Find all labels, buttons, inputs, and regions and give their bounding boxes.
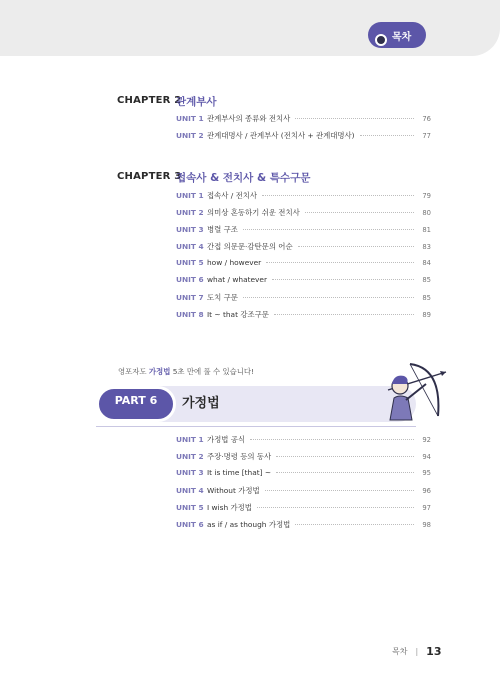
unit-code: UNIT 6 <box>176 520 204 529</box>
toc-entry[interactable] <box>176 275 431 289</box>
page-number: 77 <box>422 132 431 140</box>
dot-leader <box>305 212 414 213</box>
page-number: 81 <box>422 226 431 234</box>
footer-page-number: 13 <box>426 645 442 658</box>
unit-code: UNIT 3 <box>176 225 204 234</box>
page-number: 98 <box>422 521 431 529</box>
page-number: 76 <box>422 115 431 123</box>
unit-code: UNIT 2 <box>176 452 204 461</box>
unit-title: It is time [that] ~ <box>207 468 272 477</box>
page-number: 85 <box>422 276 431 284</box>
unit-title: Without 가정법 <box>207 486 260 495</box>
dot-leader <box>295 118 414 119</box>
page-number: 84 <box>422 259 431 267</box>
footer-section: 목차 <box>392 647 408 656</box>
header-band <box>0 0 500 56</box>
unit-title: 도치 구문 <box>207 293 238 302</box>
dot-leader <box>266 262 414 263</box>
unit-title: 주장·명령 등의 동사 <box>207 452 272 461</box>
page-number: 92 <box>422 436 431 444</box>
toc-entry[interactable] <box>176 502 431 516</box>
toc-entry[interactable] <box>176 468 431 482</box>
unit-code: UNIT 6 <box>176 275 204 284</box>
unit-code: UNIT 5 <box>176 258 204 267</box>
unit-code: UNIT 8 <box>176 310 204 319</box>
dot-leader <box>295 524 414 525</box>
dot-leader <box>265 490 414 491</box>
part-subtitle-emphasis: 가정법 <box>148 367 171 376</box>
dot-leader <box>274 314 414 315</box>
unit-code: UNIT 4 <box>176 242 204 251</box>
unit-code: UNIT 1 <box>176 191 204 200</box>
dot-leader <box>360 135 414 136</box>
unit-title: how / however <box>207 258 262 267</box>
chapter-title: 접속사 & 전치사 & 특수구문 <box>176 172 311 184</box>
unit-code: UNIT 2 <box>176 131 204 140</box>
dot-leader <box>243 229 414 230</box>
unit-code: UNIT 1 <box>176 114 204 123</box>
unit-title: 병렬 구조 <box>207 225 238 234</box>
unit-title: 가정법 공식 <box>207 435 246 444</box>
chapter-label: CHAPTER 2 <box>117 95 182 106</box>
toc-entry[interactable] <box>176 207 431 221</box>
dot-leader <box>272 279 414 280</box>
toc-entry[interactable] <box>176 519 431 533</box>
dot-leader <box>257 507 414 508</box>
page-number: 94 <box>422 453 431 461</box>
unit-title: as if / as though 가정법 <box>207 520 291 529</box>
unit-code: UNIT 1 <box>176 435 204 444</box>
archer-illustration <box>380 360 450 428</box>
unit-code: UNIT 3 <box>176 468 204 477</box>
dot-leader <box>276 456 414 457</box>
dot-leader <box>250 439 414 440</box>
page-number: 97 <box>422 504 431 512</box>
unit-title: I wish 가정법 <box>207 503 252 512</box>
toc-entry[interactable] <box>176 309 431 323</box>
unit-title: 관계대명사 / 관계부사 (전치사 + 관계대명사) <box>207 131 355 140</box>
part-subtitle-post: 5초 만에 풀 수 있습니다! <box>170 367 255 376</box>
part-label: PART 6 <box>114 394 158 407</box>
page-number: 83 <box>422 243 431 251</box>
part-banner <box>96 382 416 427</box>
unit-code: UNIT 7 <box>176 293 204 302</box>
toc-tab-label: 목차 <box>392 32 412 43</box>
unit-title: 간접 의문문·감탄문의 어순 <box>207 242 293 251</box>
dot-leader <box>262 195 414 196</box>
toc-entry[interactable] <box>176 113 431 127</box>
toc-entry[interactable] <box>176 190 431 204</box>
toc-entry[interactable] <box>176 241 431 255</box>
page-number: 89 <box>422 311 431 319</box>
part-subtitle-pre: 영포자도 <box>118 367 149 376</box>
toc-entry[interactable] <box>176 130 431 144</box>
unit-title: It ~ that 강조구문 <box>207 310 269 319</box>
unit-title: 의미상 혼동하기 쉬운 전치사 <box>207 208 300 217</box>
toc-entry[interactable] <box>176 224 431 238</box>
part-title: 가정법 <box>182 396 220 411</box>
chapter-label: CHAPTER 3 <box>117 171 182 182</box>
unit-title: 관계부사의 종류와 전치사 <box>207 114 291 123</box>
dot-leader <box>298 246 414 247</box>
page-footer <box>392 645 441 658</box>
unit-code: UNIT 2 <box>176 208 204 217</box>
dot-leader <box>243 297 414 298</box>
page-number: 80 <box>422 209 431 217</box>
search-icon <box>375 34 387 46</box>
page-number: 95 <box>422 469 431 477</box>
page-number: 96 <box>422 487 431 495</box>
unit-title: 접속사 / 전치사 <box>207 191 258 200</box>
unit-title: what / whatever <box>207 275 268 284</box>
page-number: 85 <box>422 294 431 302</box>
toc-entry[interactable] <box>176 451 431 465</box>
dot-leader <box>276 472 414 473</box>
footer-separator: | <box>415 647 419 656</box>
toc-entry[interactable] <box>176 434 431 448</box>
toc-entry[interactable] <box>176 258 431 272</box>
part-subtitle <box>118 366 254 377</box>
unit-code: UNIT 4 <box>176 486 204 495</box>
toc-entry[interactable] <box>176 292 431 306</box>
page-number: 79 <box>422 192 431 200</box>
chapter-title: 관계부사 <box>176 96 217 108</box>
unit-code: UNIT 5 <box>176 503 204 512</box>
toc-entry[interactable] <box>176 485 431 499</box>
